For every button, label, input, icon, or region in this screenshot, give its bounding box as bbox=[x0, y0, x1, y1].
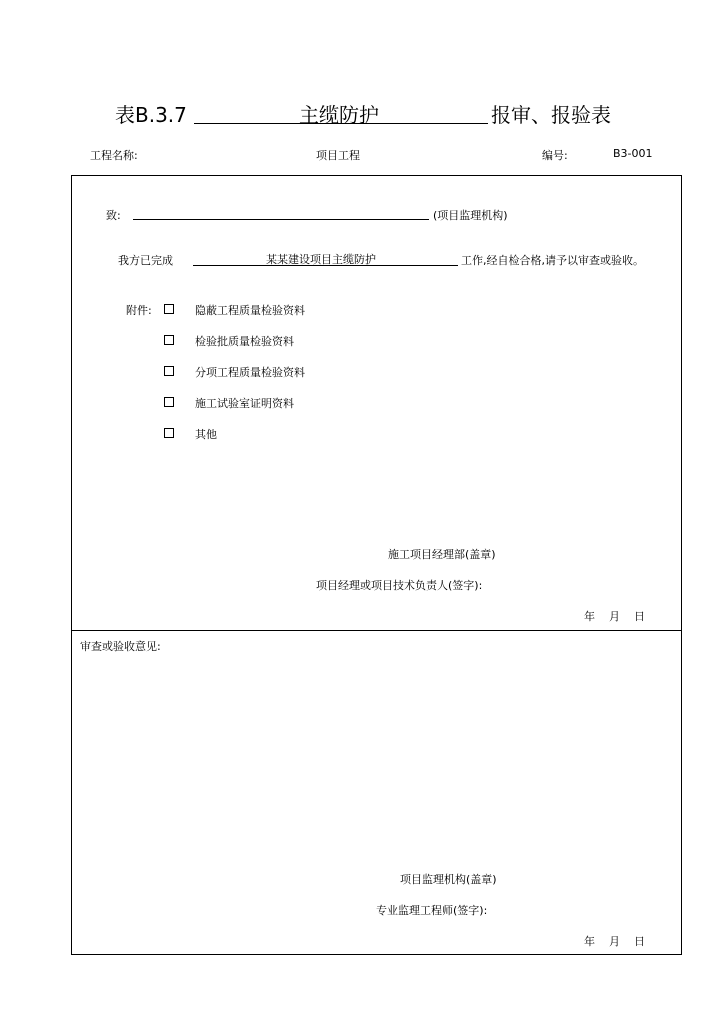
form-subject: 主缆防护 bbox=[299, 103, 379, 127]
to-suffix: (项目监理机构) bbox=[433, 209, 508, 222]
attachment-label: 隐蔽工程质量检验资料 bbox=[195, 304, 305, 317]
attachment-label: 施工试验室证明资料 bbox=[195, 397, 294, 410]
date-2: 年 月 日 bbox=[584, 935, 645, 948]
checkbox[interactable] bbox=[164, 428, 174, 438]
form-title-suffix: 报审、报验表 bbox=[491, 103, 611, 127]
checkbox[interactable] bbox=[164, 335, 174, 345]
completed-value: 某某建设项目主缆防护 bbox=[266, 253, 376, 266]
completed-suffix: 工作,经自检合格,请予以审查或验收。 bbox=[461, 254, 644, 267]
number-value: B3-001 bbox=[613, 147, 653, 160]
attachments-label: 附件: bbox=[126, 304, 152, 317]
form-code: 表B.3.7 bbox=[115, 103, 187, 127]
date-1: 年 月 日 bbox=[584, 610, 645, 623]
opinion-label: 审查或验收意见: bbox=[80, 640, 161, 653]
attachment-label: 检验批质量检验资料 bbox=[195, 335, 294, 348]
project-name-label: 工程名称: bbox=[90, 149, 138, 162]
manager-sign: 项目经理或项目技术负责人(签字): bbox=[316, 579, 483, 592]
number-label: 编号: bbox=[542, 149, 568, 162]
to-field[interactable] bbox=[133, 219, 429, 220]
checkbox[interactable] bbox=[164, 304, 174, 314]
checkbox[interactable] bbox=[164, 397, 174, 407]
org-stamp: 项目监理机构(盖章) bbox=[400, 873, 497, 886]
project-name-value: 项目工程 bbox=[316, 149, 360, 162]
attachment-label: 分项工程质量检验资料 bbox=[195, 366, 305, 379]
form-border bbox=[71, 175, 682, 955]
to-label: 致: bbox=[106, 209, 121, 222]
checkbox[interactable] bbox=[164, 366, 174, 376]
dept-stamp: 施工项目经理部(盖章) bbox=[388, 548, 496, 561]
section-divider bbox=[71, 630, 682, 631]
completed-label: 我方已完成 bbox=[118, 254, 173, 267]
engineer-sign: 专业监理工程师(签字): bbox=[376, 904, 488, 917]
attachment-label: 其他 bbox=[195, 428, 217, 441]
